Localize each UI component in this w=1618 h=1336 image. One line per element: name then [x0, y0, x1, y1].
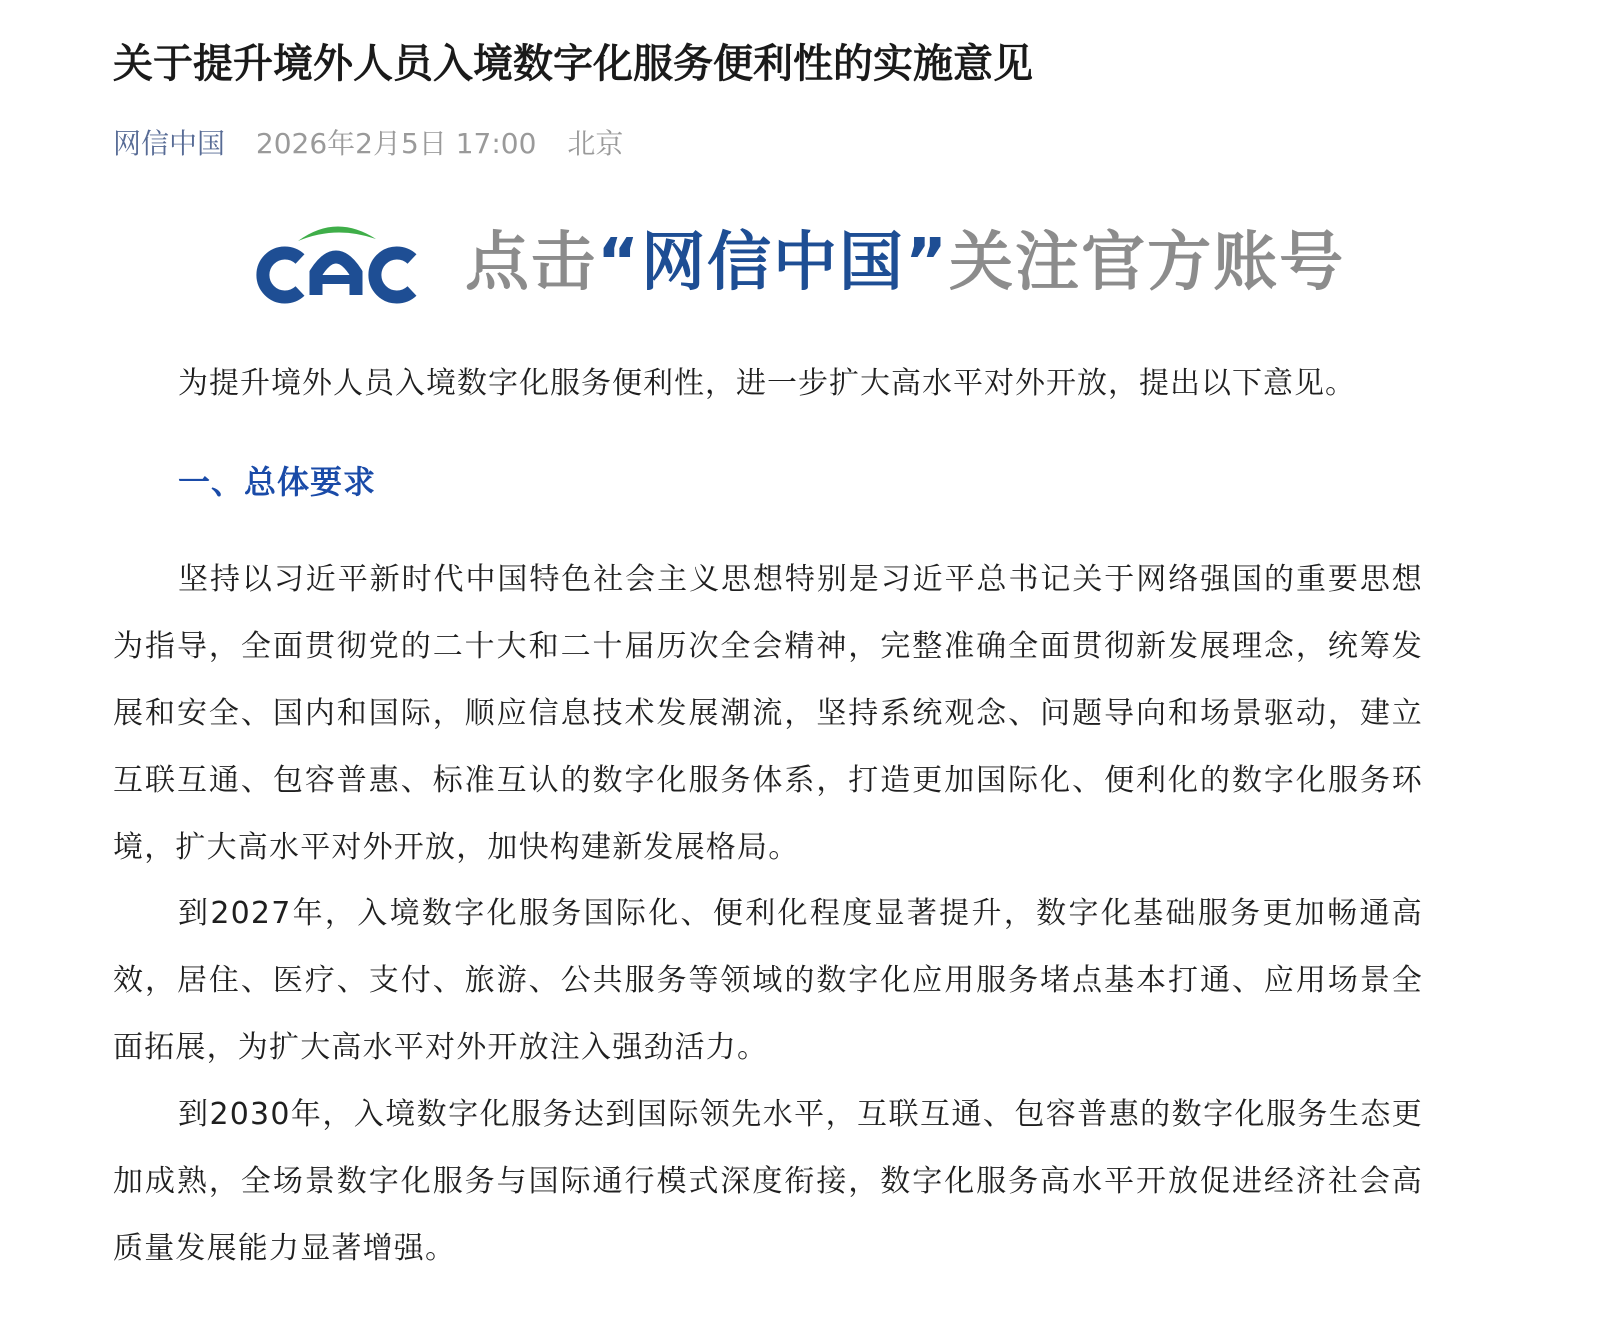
cac-logo-icon	[250, 215, 422, 307]
section-heading: 一、总体要求	[178, 463, 377, 501]
publish-datetime: 2026年2月5日 17:00	[255, 127, 537, 160]
body-paragraph: 到2027年，入境数字化服务国际化、便利化程度显著提升，数字化基础服务更加畅通高效，居住、医疗、支付、旅游、公共服务等领域的数字化应用服务堵点基本打通、应用场景全面拓展，为扩大高水平对外开放注入强劲活力。	[113, 896, 1423, 1065]
banner-text-suffix: 关注官方账号	[949, 226, 1346, 300]
banner-text-account: “网信中国”	[597, 226, 950, 300]
publish-location: 北京	[567, 127, 624, 160]
article-meta	[113, 124, 623, 164]
follow-banner[interactable]	[250, 215, 1350, 315]
intro-paragraph: 为提升境外人员入境数字化服务便利性，进一步扩大高水平对外开放，提出以下意见。	[178, 366, 1356, 401]
body-paragraph: 到2030年，入境数字化服务达到国际领先水平，互联互通、包容普惠的数字化服务生态更加成熟，全场景数字化服务与国际通行模式深度衔接，数字化服务高水平开放促进经济社会高质量发展能力显著增强。	[113, 1097, 1423, 1266]
banner-follow-text	[465, 223, 1345, 303]
body-paragraph: 坚持以习近平新时代中国特色社会主义思想特别是习近平总书记关于网络强国的重要思想为指导，全面贯彻党的二十大和二十届历次全会精神，完整准确全面贯彻新发展理念，统筹发展和安全、国内和国际，顺应信息技术发展潮流，坚持系统观念、问题导向和场景驱动，建立互联互通、包容普惠、标准互认的数字化服务体系，打造更加国际化、便利化的数字化服务环境，扩大高水平对外开放，加快构建新发展格局。	[113, 562, 1423, 865]
banner-text-prefix: 点击	[465, 226, 597, 300]
account-name-link[interactable]: 网信中国	[113, 127, 226, 160]
article-title: 关于提升境外人员入境数字化服务便利性的实施意见	[113, 41, 1033, 87]
